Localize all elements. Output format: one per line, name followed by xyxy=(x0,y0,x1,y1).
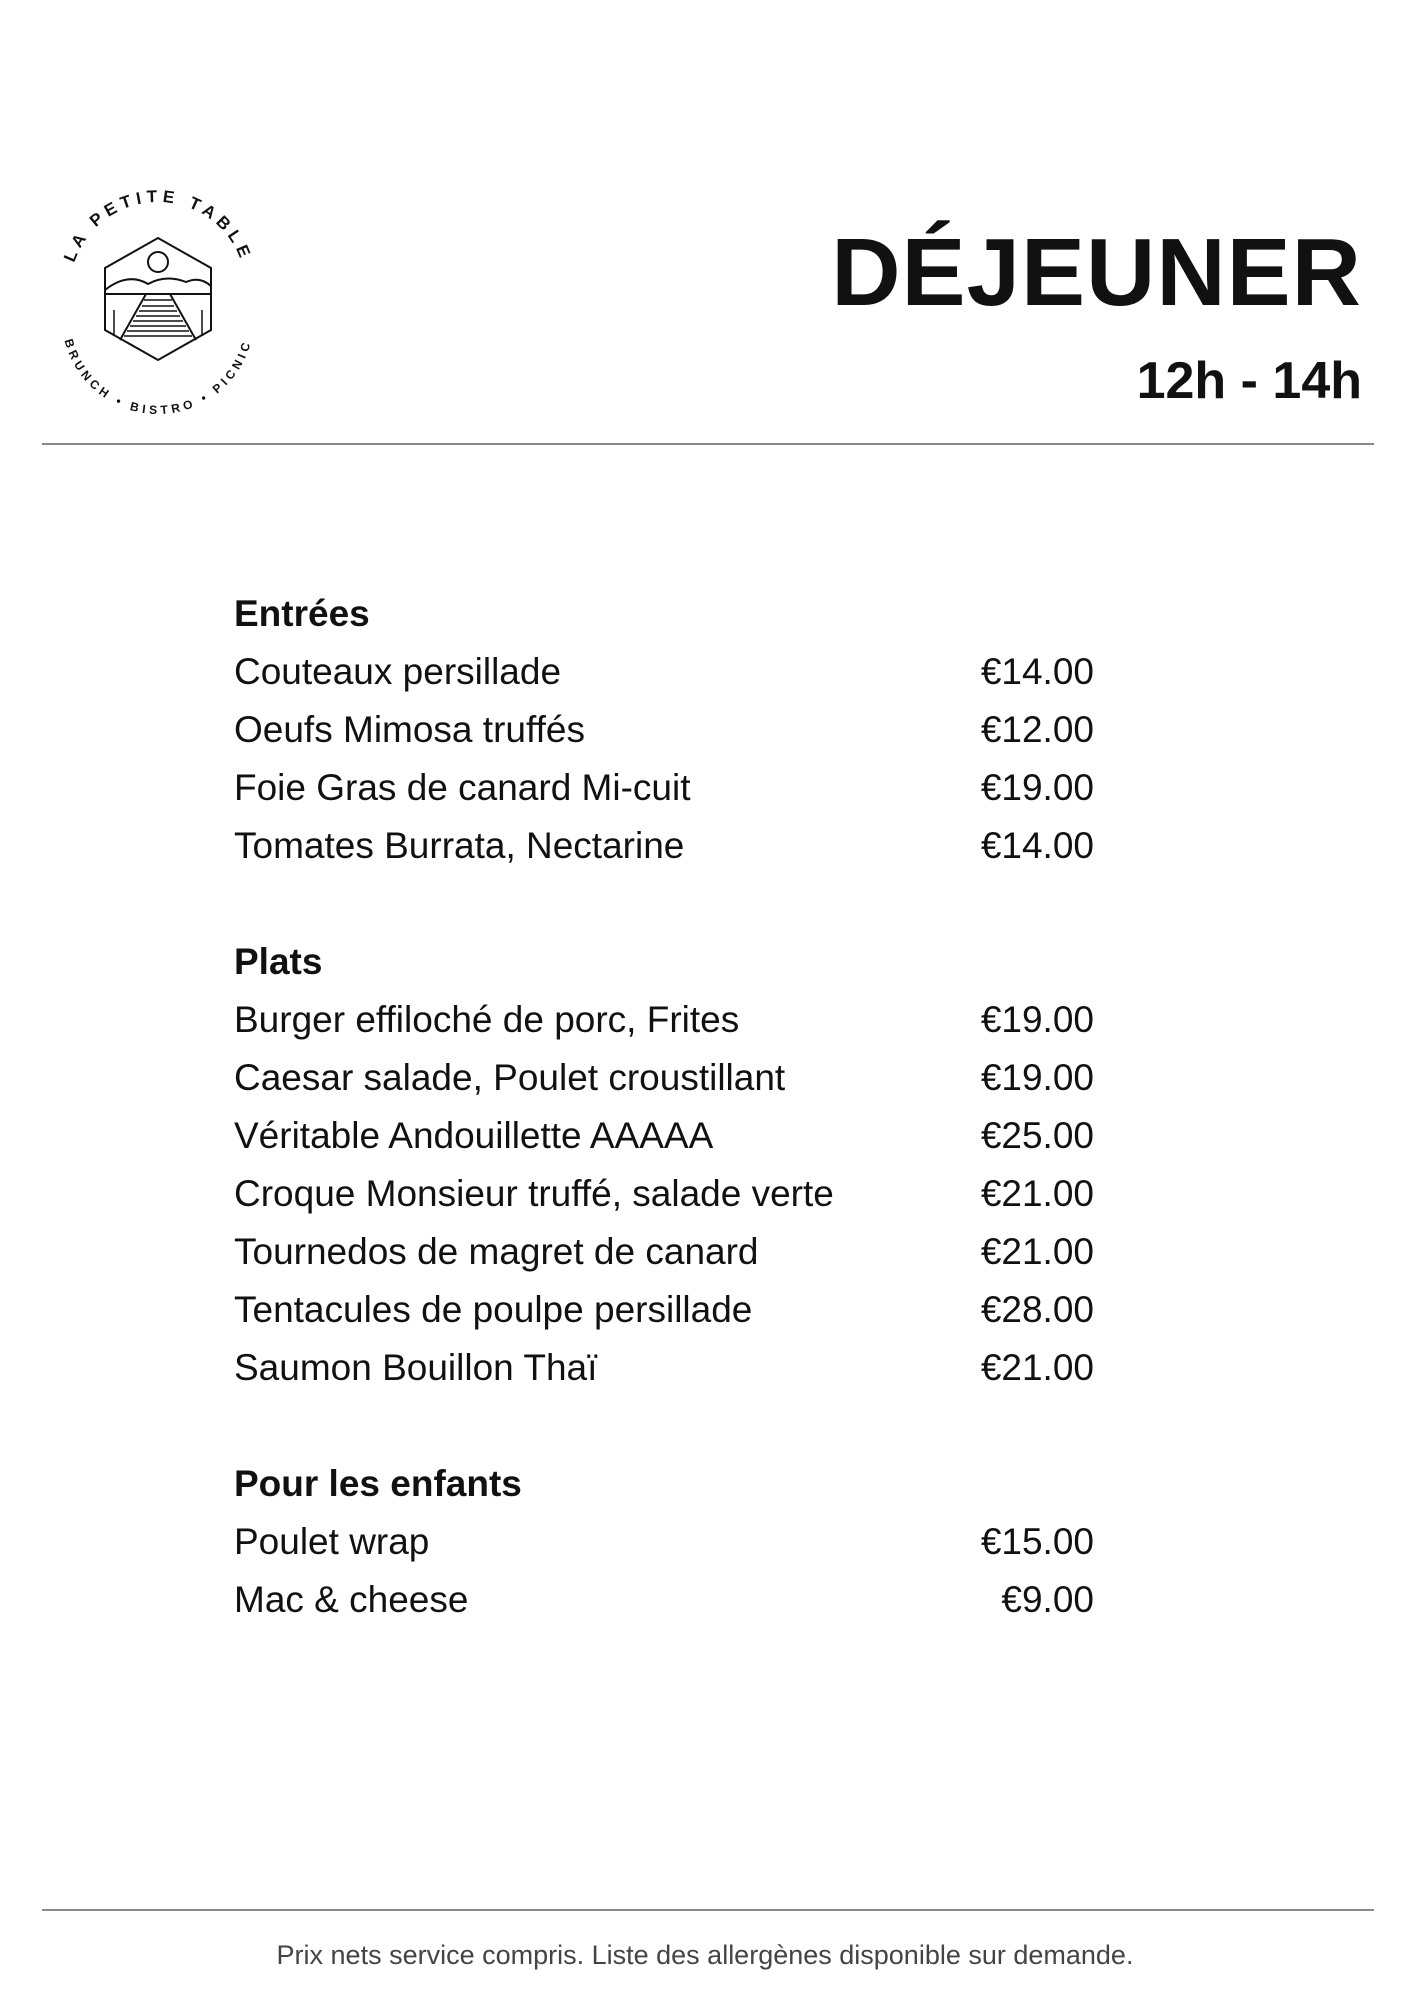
menu-item xyxy=(234,1339,1094,1397)
item-name: Tentacules de poulpe persillade xyxy=(234,1289,753,1330)
section-title: Pour les enfants xyxy=(234,1463,522,1504)
item-name: Mac & cheese xyxy=(234,1579,469,1620)
header-divider xyxy=(42,443,1374,445)
restaurant-logo xyxy=(48,190,268,430)
item-name: Poulet wrap xyxy=(234,1521,430,1562)
svg-text:LA PETITE TABLE xyxy=(60,190,256,265)
item-price: €12.00 xyxy=(980,709,1094,750)
menu-list xyxy=(234,585,1094,1687)
item-price: €21.00 xyxy=(980,1231,1094,1272)
item-price: €21.00 xyxy=(980,1347,1094,1388)
item-price: €14.00 xyxy=(980,651,1094,692)
menu-item xyxy=(234,1513,1094,1571)
menu-item xyxy=(234,1165,1094,1223)
section-title: Plats xyxy=(234,941,323,982)
service-hours: 12h - 14h xyxy=(1136,352,1362,410)
menu-item xyxy=(234,1049,1094,1107)
item-name: Burger effiloché de porc, Frites xyxy=(234,999,740,1040)
section-title: Entrées xyxy=(234,593,370,634)
item-name: Oeufs Mimosa truffés xyxy=(234,709,585,750)
item-name: Tomates Burrata, Nectarine xyxy=(234,825,685,866)
item-name: Caesar salade, Poulet croustillant xyxy=(234,1057,786,1098)
logo-brand-text: LA PETITE TABLE xyxy=(60,190,256,265)
footer-note: Prix nets service compris. Liste des allergènes disponible sur demande. xyxy=(276,1940,1134,1970)
menu-section-plats xyxy=(234,933,1094,1397)
item-name: Croque Monsieur truffé, salade verte xyxy=(234,1173,834,1214)
item-price: €25.00 xyxy=(980,1115,1094,1156)
menu-item xyxy=(234,1223,1094,1281)
item-price: €28.00 xyxy=(980,1289,1094,1330)
logo-emblem-icon xyxy=(48,190,268,430)
menu-item xyxy=(234,643,1094,701)
item-name: Couteaux persillade xyxy=(234,651,562,692)
footer-divider xyxy=(42,1909,1374,1911)
item-name: Véritable Andouillette AAAAA xyxy=(234,1115,714,1156)
menu-section-entrees xyxy=(234,585,1094,875)
logo-tagline-text: BRUNCH • BISTRO • PICNIC xyxy=(61,337,255,418)
menu-item xyxy=(234,701,1094,759)
item-price: €19.00 xyxy=(980,767,1094,808)
menu-section-enfants xyxy=(234,1455,1094,1629)
item-name: Saumon Bouillon Thaï xyxy=(234,1347,598,1388)
menu-item xyxy=(234,1107,1094,1165)
item-name: Foie Gras de canard Mi-cuit xyxy=(234,767,691,808)
page-header xyxy=(831,219,1362,410)
menu-item xyxy=(234,817,1094,875)
menu-item xyxy=(234,759,1094,817)
item-price: €9.00 xyxy=(1001,1579,1094,1620)
item-price: €14.00 xyxy=(980,825,1094,866)
item-price: €21.00 xyxy=(980,1173,1094,1214)
item-price: €19.00 xyxy=(980,999,1094,1040)
svg-text:BRUNCH • BISTRO • PICNIC xyxy=(62,337,255,417)
page-title: DÉJEUNER xyxy=(831,219,1362,326)
item-price: €19.00 xyxy=(980,1057,1094,1098)
menu-item xyxy=(234,1571,1094,1629)
menu-item xyxy=(234,1281,1094,1339)
item-name: Tournedos de magret de canard xyxy=(234,1231,759,1272)
menu-item xyxy=(234,991,1094,1049)
item-price: €15.00 xyxy=(980,1521,1094,1562)
